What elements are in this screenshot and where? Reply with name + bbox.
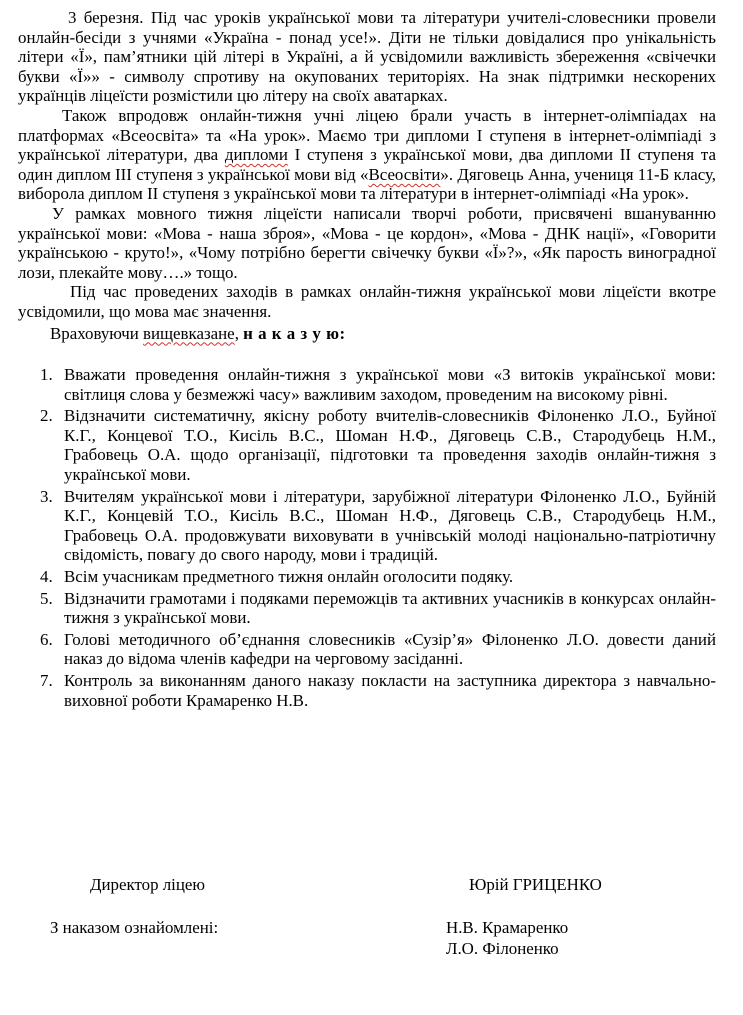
order-heading-nakazuyu: н а к а з у ю: (243, 323, 346, 343)
acquainted-name-filonenko: Л.О. Філоненко (446, 939, 559, 958)
order-item-text: Контроль за виконанням даного наказу покласти на заступника директора з навчально-виховної роботи Крамаренко Н.В. (64, 671, 716, 710)
paragraph-ukrainian-letter-i: 3 березня. Під час уроків української мови та літератури учителі-словесники провели онлайн-бесіди з учнями «Україна - понад усе!». Діти не тільки довідалися про унікальність літери «Ї», пам’ятники цій літері в Україні, а й усвідомили важливість збереження «свічечки букви «Ї»» - символу спротиву на окупованих територіях. На знак підтримки нескорених українців ліцеїсти розмістили цю літеру на своїх аватарках. (18, 8, 716, 106)
director-title: Директор ліцею (90, 875, 206, 894)
order-item-number: 3. (40, 486, 53, 506)
spellcheck-word-vseosvity[interactable]: Всеосвіти (368, 164, 441, 184)
director-name: Юрій ГРИЦЕНКО (469, 875, 602, 894)
paragraph-olympiads-text-3: ». Дяговець Анна, учениця 11-Б класу, виборола диплом ІІ ступеня з української мови та літератури в інтернет-олімпіаді «На урок». (18, 164, 716, 204)
acquainted-label: З наказом ознайомлені: (50, 918, 219, 937)
order-item-text: Відзначити грамотами і подяками переможців та активних учасників в конкурсах онлайн-тижня з української мови. (64, 588, 716, 628)
order-item-text: Відзначити систематичну, якісну роботу вчителів-словесників Філоненко Л.О., Буйної К.Г., Концевої Т.О., Кисіль В.С., Шоман Н.Ф., Дяговець С.В., Стародубець Н.М., Грабовець О.А. щодо організації, підготовки та проведення заходів онлайн-тижня з української мови. (64, 406, 716, 485)
paragraph-creative-works: У рамках мовного тижня ліцеїсти написали творчі роботи, присвячені вшануванню української мови: «Мова - наша зброя», «Мова - це кордон», «Мова - ДНК нації», «Говорити українською - круто!», «Чому потрібно берегти свічечку букви «Ї»?», «Як парость виноградної лози, плекайте мову….» тощо. (18, 203, 716, 282)
paragraph-conclusion: Під час проведених заходів в рамках онлайн-тижня української мови ліцеїсти вкотре усвідомили, що мова має значення. (18, 282, 716, 321)
order-item-text: Всім учасникам предметного тижня онлайн оголосити подяку. (64, 567, 514, 587)
order-heading-prefix: Враховуючи (50, 323, 144, 343)
order-item-number: 5. (40, 588, 53, 608)
paragraph-olympiads-text-2: І ступеня з української мови, два дипломи ІІ ступеня та один диплом ІІІ ступеня з української мови від « (18, 145, 716, 184)
order-item-number: 6. (40, 629, 53, 649)
acquainted-name-kramarenko: Н.В. Крамаренко (446, 918, 569, 937)
order-heading-comma: , (234, 323, 244, 343)
paragraph-olympiads-text-1: Також впродовж онлайн-тижня учні ліцею брали участь в інтернет-олімпіадах на платформах «Всеосвіта» та «На урок». Маємо три дипломи І ступеня в інтернет-олімпіаді з української літератури, два (18, 105, 716, 165)
order-item-number: 2. (40, 406, 53, 426)
order-item-number: 1. (40, 365, 53, 385)
order-item-number: 7. (40, 671, 53, 690)
spellcheck-word-dyplomy[interactable]: дипломи (224, 145, 288, 165)
order-item-number: 4. (40, 567, 53, 587)
spellcheck-word-vyshchevkazane[interactable]: вищевказане (143, 323, 235, 343)
order-item-text: Вчителям української мови і літератури, зарубіжної літератури Філоненко Л.О., Буйній К.Г., Концевій Т.О., Кисіль В.С., Шоман Н.Ф., Дяговець С.В., Стародубець Н.М., Грабовець О.А. продовжувати виховувати в учнівській молоді національно-патріотичну свідомість, повагу до свого народу, мови і традицій. (64, 486, 716, 565)
order-item-text: Вважати проведення онлайн-тижня з української мови «З витоків української мови: світлиця слова у безмежжі часу» важливим заходом, проведеним на високому рівні. (64, 365, 716, 404)
order-item-text: Голові методичного об’єднання словесників «Сузір’я» Філоненко Л.О. довести даний наказ до відома членів кафедри на черговому засіданні. (64, 629, 716, 669)
